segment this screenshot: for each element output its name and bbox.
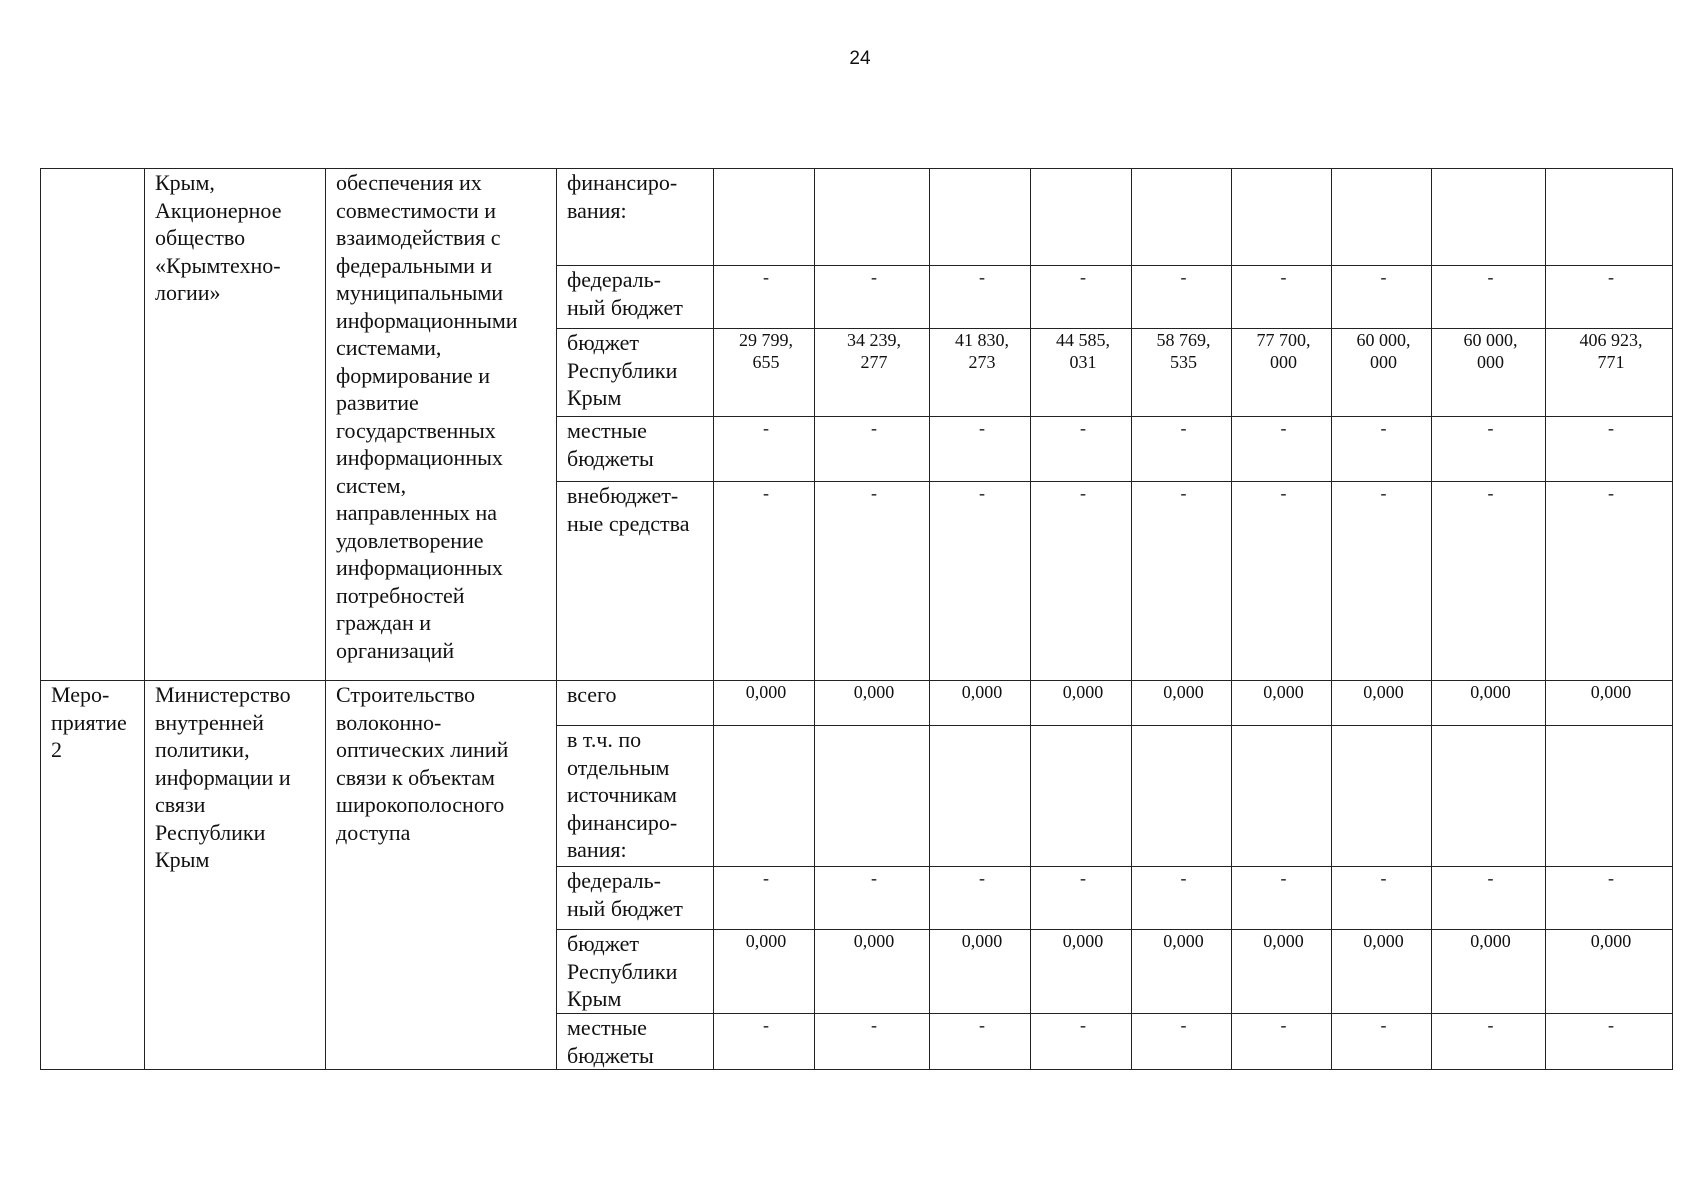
value-cell: - [1546,1014,1673,1070]
value-cell: - [1031,1014,1132,1070]
value-cell: 0,000 [1031,681,1132,726]
value-cell: 60 000, 000 [1432,329,1546,417]
table-row [41,169,1673,266]
description-cell: Строительство волоконно- оптических линий связи к объектам широкополосного доступа [326,681,557,1070]
value-cell [815,726,930,867]
value-cell: - [1132,266,1232,329]
value-cell: - [930,1014,1031,1070]
value-cell: 0,000 [930,930,1031,1014]
value-cell: 0,000 [1432,930,1546,1014]
value-cell [1031,726,1132,867]
value-cell: - [1332,482,1432,681]
table-row [41,681,1673,726]
value-cell: - [1432,266,1546,329]
value-cell: 0,000 [1332,930,1432,1014]
value-cell: 406 923, 771 [1546,329,1673,417]
value-cell: - [815,482,930,681]
value-cell: - [1132,1014,1232,1070]
value-cell [1132,169,1232,266]
value-cell: - [815,417,930,482]
funding-source-cell: местные бюджеты [557,417,714,482]
event-label-cell [41,169,145,681]
value-cell: - [1232,867,1332,930]
funding-source-cell: федераль- ный бюджет [557,867,714,930]
funding-source-cell: внебюджет- ные средства [557,482,714,681]
value-cell: - [1546,482,1673,681]
value-cell: - [1232,266,1332,329]
value-cell: 0,000 [714,681,815,726]
value-cell [930,726,1031,867]
value-cell: - [1031,417,1132,482]
value-cell [1332,169,1432,266]
description-cell: обеспечения их совместимости и взаимодействия с федеральными и муниципальными информационными системами, формирование и развитие государственных информационных систем, направленных на удовлетворение информационных потребностей граждан и организаций [326,169,557,681]
event-label-cell: Меро- приятие 2 [41,681,145,1070]
value-cell [714,169,815,266]
value-cell [1432,726,1546,867]
value-cell [1432,169,1546,266]
value-cell: - [1132,867,1232,930]
value-cell: - [714,417,815,482]
value-cell: - [1132,482,1232,681]
value-cell [930,169,1031,266]
value-cell [714,726,815,867]
value-cell: 0,000 [1132,681,1232,726]
value-cell: 29 799, 655 [714,329,815,417]
value-cell: 41 830, 273 [930,329,1031,417]
value-cell: - [815,867,930,930]
value-cell: 58 769, 535 [1132,329,1232,417]
budget-table [40,168,1673,1070]
value-cell: - [1031,266,1132,329]
value-cell: - [1432,417,1546,482]
page-number: 24 [849,48,871,69]
value-cell [815,169,930,266]
funding-source-cell: финансиро- вания: [557,169,714,266]
value-cell: 0,000 [815,930,930,1014]
value-cell: 0,000 [1332,681,1432,726]
value-cell: - [1432,867,1546,930]
funding-source-cell: в т.ч. по отдельным источникам финансиро- вания: [557,726,714,867]
funding-source-cell: бюджет Республики Крым [557,329,714,417]
value-cell: - [1332,266,1432,329]
value-cell: 0,000 [1546,681,1673,726]
funding-source-cell: всего [557,681,714,726]
value-cell: - [1546,266,1673,329]
value-cell: 0,000 [930,681,1031,726]
value-cell: - [714,867,815,930]
value-cell: - [1432,482,1546,681]
value-cell: 0,000 [1031,930,1132,1014]
value-cell: - [815,266,930,329]
value-cell: 34 239, 277 [815,329,930,417]
value-cell: - [930,417,1031,482]
value-cell [1232,169,1332,266]
value-cell: 77 700, 000 [1232,329,1332,417]
value-cell: - [1332,867,1432,930]
value-cell [1031,169,1132,266]
value-cell: 60 000, 000 [1332,329,1432,417]
funding-source-cell: бюджет Республики Крым [557,930,714,1014]
value-cell: - [1332,417,1432,482]
value-cell: - [930,482,1031,681]
value-cell: - [1132,417,1232,482]
value-cell [1546,169,1673,266]
value-cell: - [1031,867,1132,930]
responsible-org-cell: Министерство внутренней политики, информации и связи Республики Крым [145,681,326,1070]
value-cell [1132,726,1232,867]
responsible-org-cell: Крым, Акционерное общество «Крымтехно- логии» [145,169,326,681]
value-cell [1232,726,1332,867]
value-cell: - [1546,867,1673,930]
funding-source-cell: федераль- ный бюджет [557,266,714,329]
funding-source-cell: местные бюджеты [557,1014,714,1070]
value-cell: - [930,867,1031,930]
value-cell: - [1232,1014,1332,1070]
value-cell: - [1332,1014,1432,1070]
value-cell: 0,000 [714,930,815,1014]
value-cell: 0,000 [1432,681,1546,726]
table-body [41,169,1673,1070]
value-cell: 0,000 [815,681,930,726]
value-cell: - [1232,417,1332,482]
value-cell: - [1232,482,1332,681]
value-cell: - [714,482,815,681]
value-cell: - [930,266,1031,329]
value-cell: - [714,266,815,329]
value-cell: - [1432,1014,1546,1070]
value-cell: 0,000 [1232,930,1332,1014]
value-cell: 0,000 [1232,681,1332,726]
value-cell [1546,726,1673,867]
value-cell: 44 585, 031 [1031,329,1132,417]
value-cell: 0,000 [1546,930,1673,1014]
value-cell: - [815,1014,930,1070]
value-cell: - [1031,482,1132,681]
value-cell [1332,726,1432,867]
value-cell: - [714,1014,815,1070]
value-cell: 0,000 [1132,930,1232,1014]
value-cell: - [1546,417,1673,482]
